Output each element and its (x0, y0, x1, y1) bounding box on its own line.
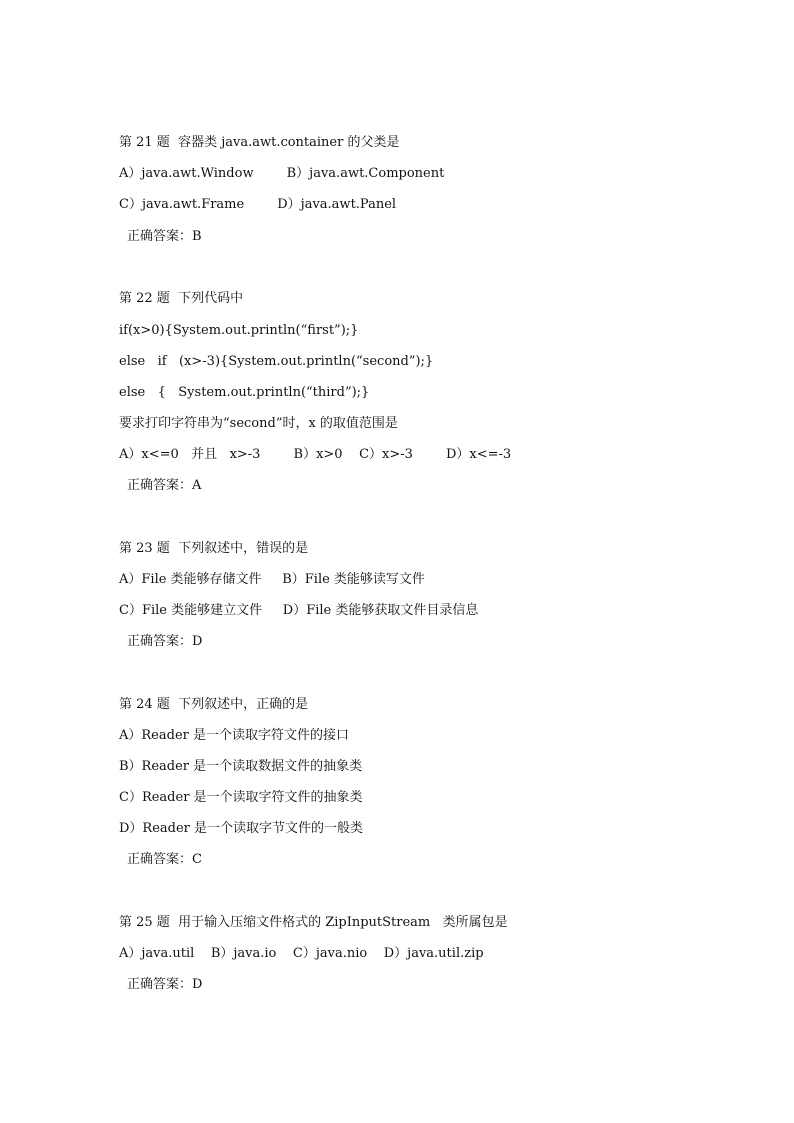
question-23-answer: 正确答案：D (127, 634, 203, 649)
question-24-answer: 正确答案：C (127, 852, 202, 867)
question-22-code-line-2: else if (x>-3){System.out.println(“second”);} (119, 354, 434, 369)
question-21-options-cd: C）java.awt.Frame D）java.awt.Panel (119, 197, 397, 212)
question-25-answer: 正确答案：D (127, 977, 203, 992)
question-22-code-line-1: if(x>0){System.out.println(“first”);} (119, 323, 359, 338)
question-22-title: 第 22 题 下列代码中 (119, 291, 244, 306)
question-21-title: 第 21 题 容器类 java.awt.container 的父类是 (119, 135, 400, 150)
question-24-option-b: B）Reader 是一个读取数据文件的抽象类 (119, 759, 363, 774)
question-23-options-cd: C）File 类能够建立文件 D）File 类能够获取文件目录信息 (119, 603, 479, 618)
question-22-code-line-3: else { System.out.println(“third”);} (119, 385, 370, 400)
question-22-prompt: 要求打印字符串为“second”时，x 的取值范围是 (119, 416, 398, 431)
question-24-title: 第 24 题 下列叙述中，正确的是 (119, 697, 309, 712)
question-21-options-ab: A）java.awt.Window B）java.awt.Component (119, 166, 445, 181)
question-24-option-c: C）Reader 是一个读取字符文件的抽象类 (119, 790, 363, 805)
question-25-options: A）java.util B）java.io C）java.nio D）java.util.zip (119, 946, 484, 961)
question-21-answer: 正确答案：B (127, 229, 202, 244)
question-25-title: 第 25 题 用于输入压缩文件格式的 ZipInputStream 类所属包是 (119, 915, 508, 930)
question-24-option-a: A）Reader 是一个读取字符文件的接口 (119, 728, 349, 743)
question-24-option-d: D）Reader 是一个读取字节文件的一般类 (119, 821, 364, 836)
question-23-options-ab: A）File 类能够存储文件 B）File 类能够读写文件 (119, 572, 425, 587)
question-22-answer: 正确答案：A (127, 478, 202, 493)
question-22-options: A）x<=0 并且 x>-3 B）x>0 C）x>-3 D）x<=-3 (119, 447, 512, 462)
question-23-title: 第 23 题 下列叙述中，错误的是 (119, 541, 309, 556)
